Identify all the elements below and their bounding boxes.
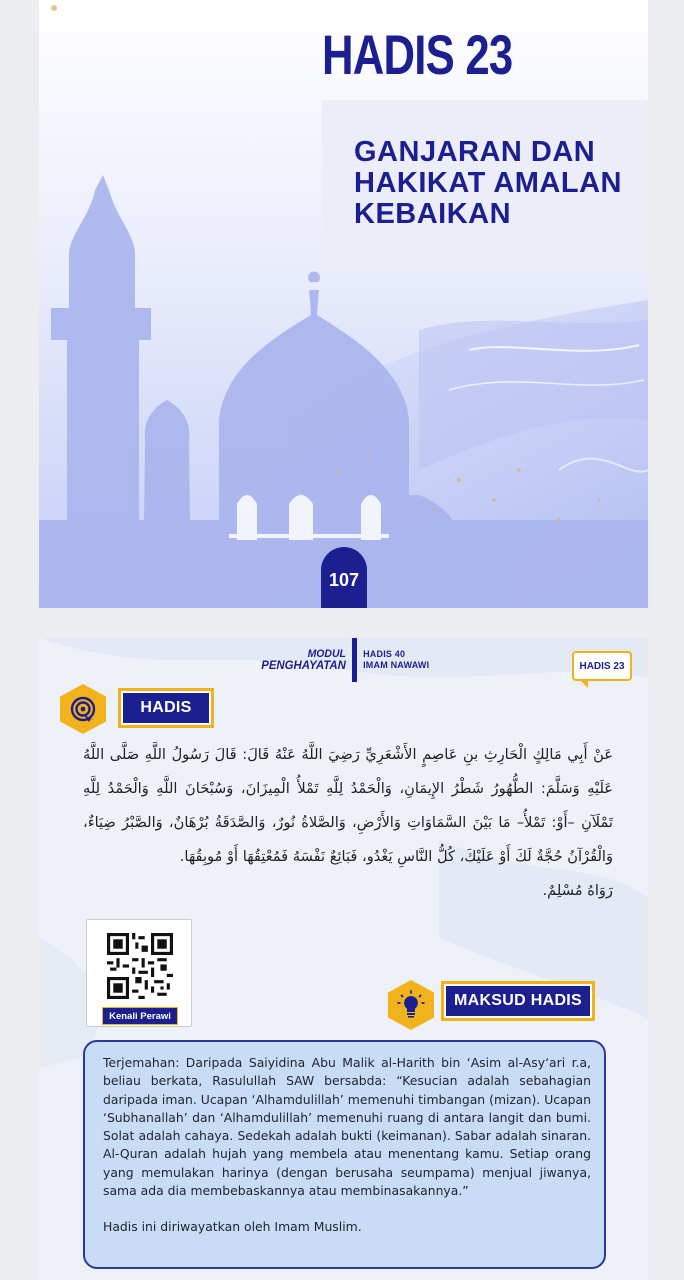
mosque-illustration <box>39 0 648 608</box>
translation-text: Terjemahan: Daripada Saiyidina Abu Malik al-Harith bin ‘Asim al-Asy‘ari r.a, beliau berkata, Rasulullah SAW bersabda: “Kesucian adalah sebahagian daripada iman. Ucapan ‘Alhamdulillah’ memenuhi timbangan (mizan). Ucapan ‘Subhanallah’ dan ‘Alhamdulillah’ memenuhi ruang di antara langit dan bumi. Solat adalah cahaya. Sedekah adalah bukti (keimanan). Sabar adalah sinaran. Al-Quran adalah hujah yang membela atau menentang kamu. Setiap orang yang memulakan harinya (dengan berusaha seumpama) menjual jiwanya, sama ada dia membebaskannya atau membinasakannya.” <box>103 1055 591 1199</box>
subtitle-line: HAKIKAT AMALAN <box>354 167 622 199</box>
subtitle-box <box>322 100 648 272</box>
module-series-line2: IMAM NAWAWI <box>363 660 430 670</box>
hadis-number-tag: HADIS 23 <box>572 651 632 681</box>
maksud-section-label: MAKSUD HADIS <box>441 981 595 1021</box>
hadis-section-label: HADIS <box>118 688 214 728</box>
subtitle-line: GANJARAN DAN <box>354 136 596 168</box>
page-number: 107 <box>321 547 367 608</box>
module-title-line1: MODUL <box>307 648 346 660</box>
module-header <box>259 638 429 682</box>
cover-page <box>39 0 648 608</box>
subtitle-line: KEBAIKAN <box>354 198 512 230</box>
module-series-line1: HADIS 40 <box>363 649 406 659</box>
qr-code-icon[interactable] <box>107 933 173 999</box>
module-title-line2: PENGHAYATAN <box>261 658 346 672</box>
content-page <box>39 638 648 1280</box>
qr-label[interactable]: Kenali Perawi <box>102 1007 178 1025</box>
maksud-panel <box>83 1040 606 1269</box>
qr-card[interactable] <box>86 919 192 1027</box>
arabic-hadith-body: عَنْ أَبِي مَالِكٍ الْحَارِثِ بنِ عَاصِمٍ الأَشْعَرِيِّ رَضِيَ اللَّهُ عَنْهُ قَالَ: قَالَ رَسُولُ اللَّهِ صَلَّى اللَّهُ عَلَيْهِ وَسَلَّمَ: الطُّهُورُ شَطْرُ الإِيمَانِ، وَالْحَمْدُ لِلَّهِ تَمْلأُ الْمِيزَانَ، وَسُبْحَانَ اللَّهِ وَالْحَمْدُ لِلَّهِ تَمْلَآنِ –أَوْ: تَمْلأُ– مَا بَيْنَ السَّمَاوَاتِ وَالأَرْضِ، وَالصَّلاةُ نُورٌ، وَالصَّدَقَةُ بُرْهَانٌ، وَالصَّبْرُ ضِيَاءٌ، وَالْقُرْآنُ حُجَّةٌ لَكَ أَوْ عَلَيْكَ، كُلُّ النَّاسِ يَغْدُو، فَبَائِعٌ نَفْسَهُ فَمُعْتِقُهَا أَوْ مُوبِقُهَا. <box>83 746 613 865</box>
cover-title: HADIS 23 <box>322 23 513 86</box>
arabic-hadith-text <box>83 738 613 908</box>
narration-note: Hadis ini diriwayatkan oleh Imam Muslim. <box>103 1219 362 1235</box>
arabic-narrator: رَوَاهُ مُسْلِمٌ. <box>542 882 613 899</box>
module-divider <box>352 638 357 682</box>
page-gap <box>0 608 684 638</box>
